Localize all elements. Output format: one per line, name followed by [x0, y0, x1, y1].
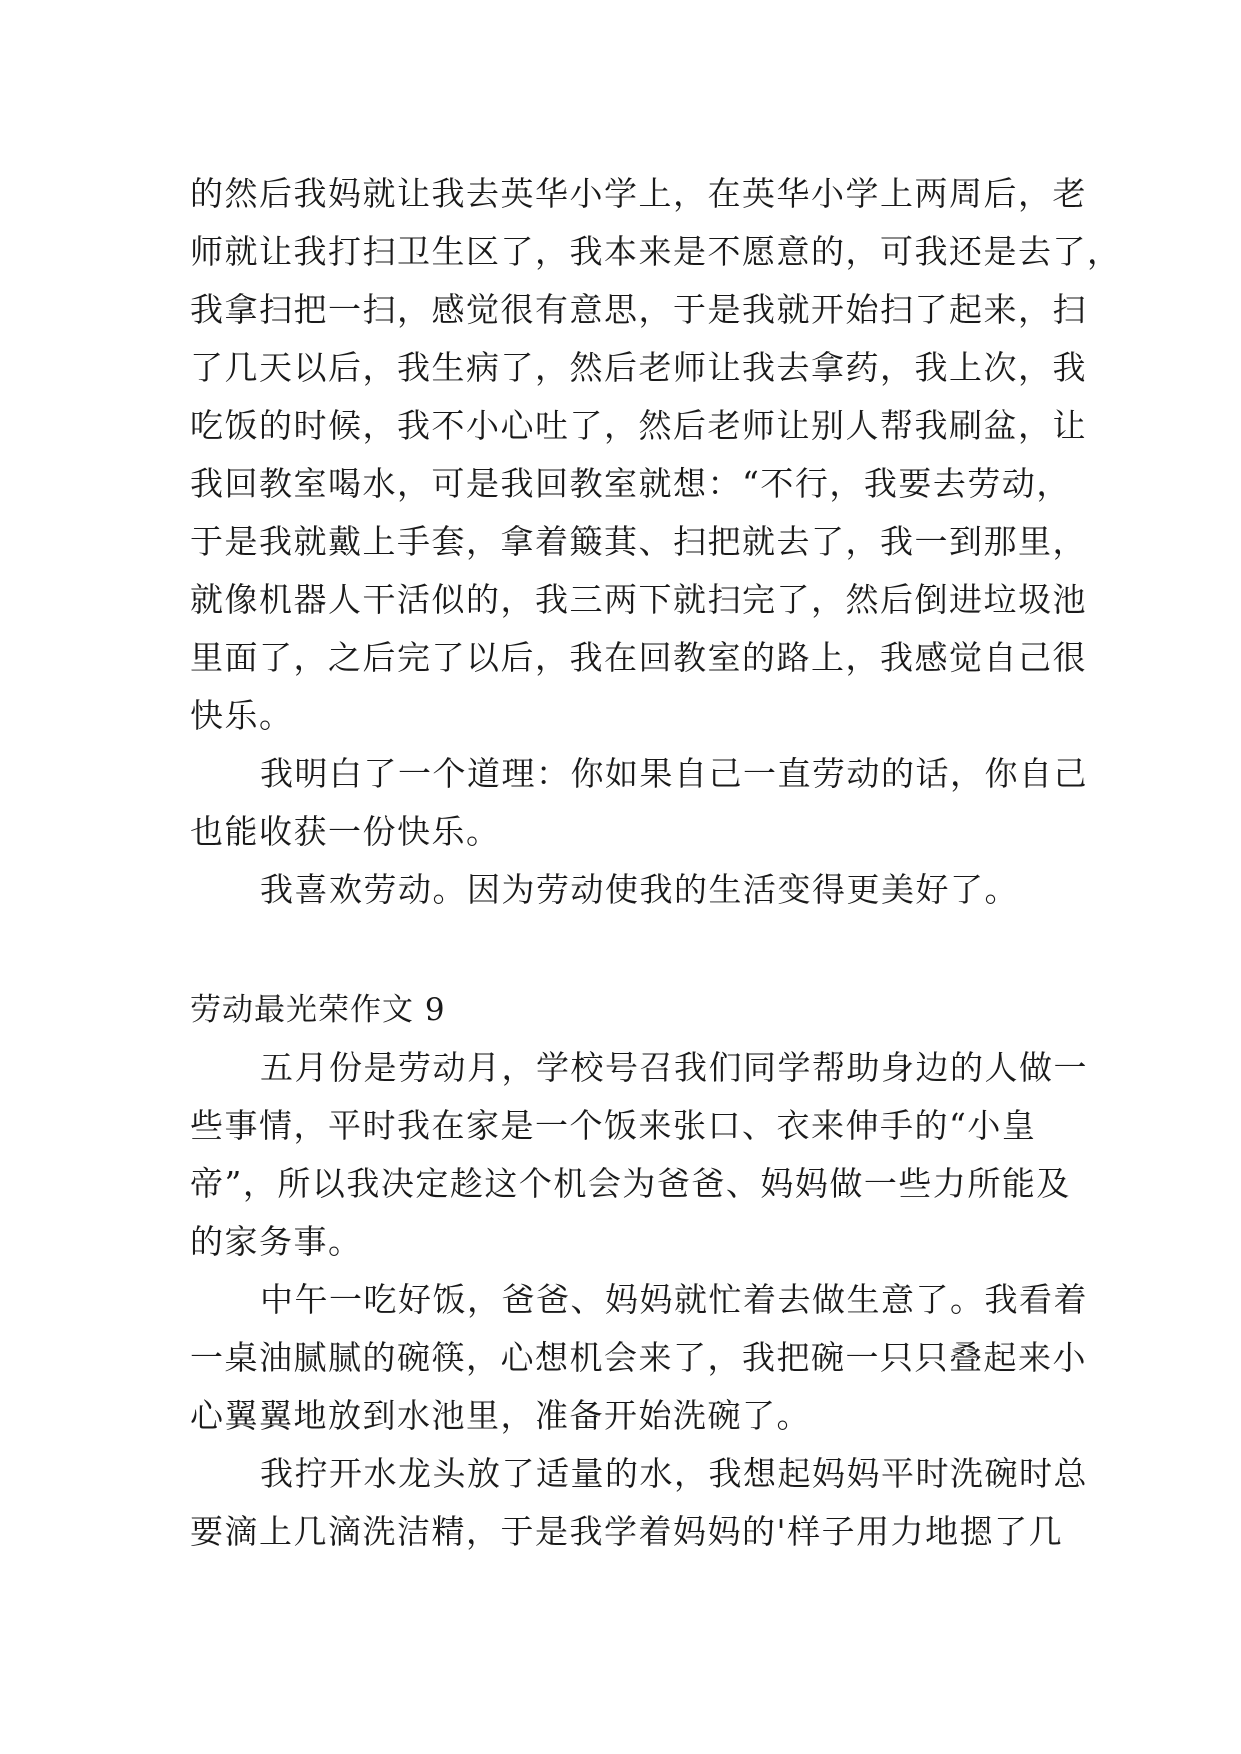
text-line: 就像机器人干活似的，我三两下就扫完了，然后倒进垃圾池 [190, 580, 1087, 619]
text-line: 吃饭的时候，我不小心吐了，然后老师让别人帮我刷盆，让 [190, 406, 1087, 445]
section-gap [190, 919, 1070, 981]
document-body [190, 165, 1122, 1561]
paragraph-first-line: 五月份是劳动月，学校号召我们同学帮助身边的人做一 [260, 1048, 1088, 1087]
text-line: 一桌油腻腻的碗筷，心想机会来了，我把碗一只只叠起来小 [190, 1338, 1087, 1377]
text-line: 快乐。 [190, 696, 294, 735]
paragraph-first-line: 我拧开水龙头放了适量的水，我想起妈妈平时洗碗时总 [260, 1454, 1088, 1493]
text-line: 要滴上几滴洗洁精，于是我学着妈妈的'样子用力地摁了几 [190, 1512, 1064, 1551]
section-title: 劳动最光荣作文 9 [190, 992, 446, 1028]
paragraph-first-line: 我明白了一个道理：你如果自己一直劳动的话，你自己 [260, 754, 1088, 793]
paragraph-first-line: 中午一吃好饭，爸爸、妈妈就忙着去做生意了。我看着 [260, 1280, 1088, 1319]
text-line: 也能收获一份快乐。 [190, 812, 501, 851]
text-line: 心翼翼地放到水池里，准备开始洗碗了。 [190, 1396, 811, 1435]
text-line: 些事情，平时我在家是一个饭来张口、衣来伸手的“小皇 [190, 1106, 1037, 1145]
text-line: 师就让我打扫卫生区了，我本来是不愿意的，可我还是去了， [190, 232, 1122, 271]
paragraph-first-line: 我喜欢劳动。因为劳动使我的生活变得更美好了。 [260, 870, 1019, 909]
text-line: 的然后我妈就让我去英华小学上，在英华小学上两周后，老 [190, 174, 1087, 213]
text-line: 的家务事。 [190, 1222, 363, 1261]
text-line: 我拿扫把一扫，感觉很有意思，于是我就开始扫了起来，扫 [190, 290, 1087, 329]
text-line: 我回教室喝水，可是我回教室就想：“不行，我要去劳动， [190, 464, 1071, 503]
text-line: 了几天以后，我生病了，然后老师让我去拿药，我上次，我 [190, 348, 1087, 387]
text-line: 于是我就戴上手套，拿着簸萁、扫把就去了，我一到那里， [190, 522, 1087, 561]
text-line: 帝”，所以我决定趁这个机会为爸爸、妈妈做一些力所能及 [190, 1164, 1071, 1203]
text-line: 里面了，之后完了以后，我在回教室的路上，我感觉自己很 [190, 638, 1087, 677]
